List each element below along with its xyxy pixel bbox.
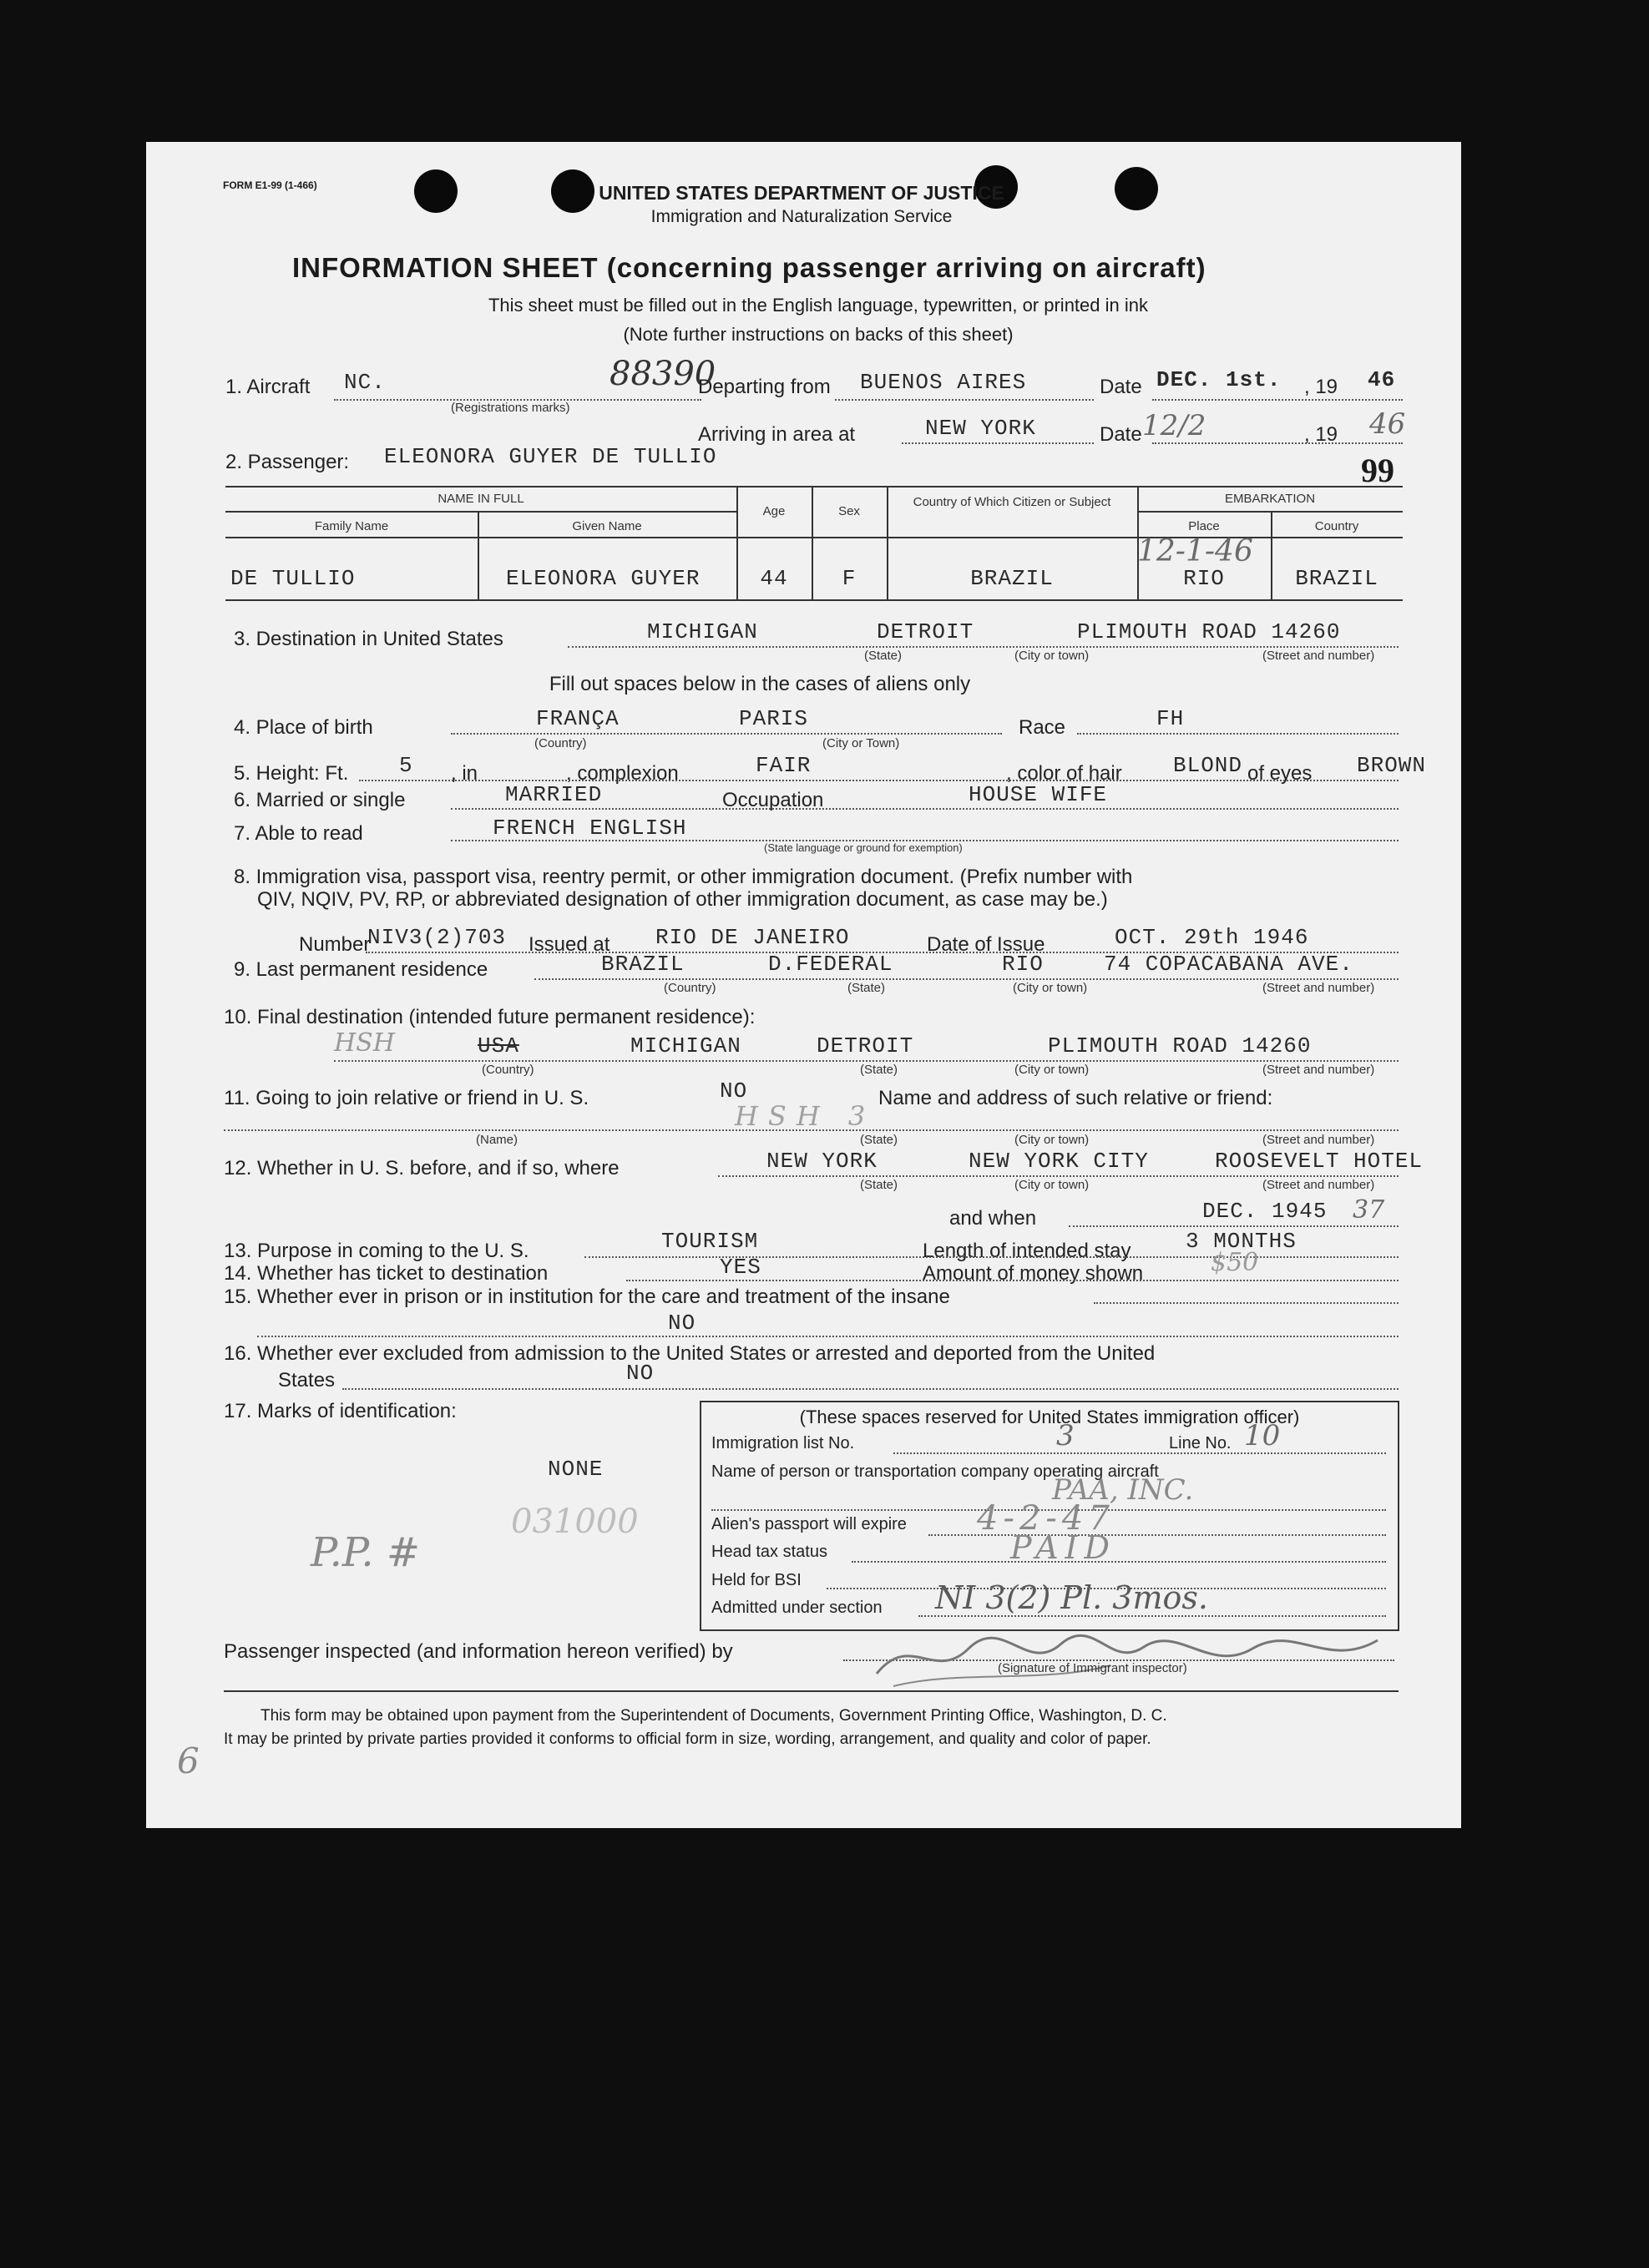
footer-rule (224, 1690, 1399, 1692)
departure-date-line (1152, 399, 1403, 401)
ticket-line (626, 1280, 1399, 1281)
prison-label: 15. Whether ever in prison or in institution for the care and treatment of the insane (224, 1286, 950, 1308)
footer-line-2: It may be printed by private parties provided it conforms to official form in size, wording, arrangement, and quality and color of paper. (224, 1730, 1151, 1748)
officer-box-title: (These spaces reserved for United States immigration officer) (799, 1407, 1300, 1427)
destination-city: DETROIT (877, 619, 974, 644)
previous-street: ROOSEVELT HOTEL (1215, 1149, 1424, 1174)
departure-year-prefix: , 19 (1304, 376, 1338, 398)
arriving-label: Arriving in area at (698, 423, 856, 446)
birth-city-caption: (City or Town) (822, 736, 900, 750)
cell-given-name: ELEONORA GUYER (506, 566, 701, 591)
line-label: Line No. (1169, 1434, 1232, 1452)
operator-label: Name of person or transportation company operating aircraft (711, 1462, 1159, 1481)
residence-state-caption: (State) (847, 981, 886, 995)
registration-caption: (Registrations marks) (451, 401, 570, 415)
visa-label-2: QIV, NQIV, PV, RP, or abbreviated designation of other immigration document, as case may be.) (257, 888, 1108, 911)
arrival-year-prefix: , 19 (1304, 423, 1338, 446)
race-value: FH (1156, 706, 1185, 731)
excluded-line (342, 1388, 1399, 1390)
table-emb-rule (1137, 511, 1403, 513)
previous-state: NEW YORK (766, 1149, 878, 1174)
sheet-number: 99 (1361, 452, 1394, 489)
table-subheader-rule (225, 511, 736, 513)
final-city-caption: (City or town) (1014, 1063, 1090, 1077)
aircraft-label: 1. Aircraft (225, 376, 311, 398)
passport-expiry: 4-2-47 (977, 1499, 1115, 1538)
arrival-date-label: Date (1100, 423, 1142, 446)
arriving-line (902, 442, 1094, 444)
join-city-caption: (City or town) (1014, 1133, 1090, 1147)
line-number: 10 (1244, 1419, 1281, 1452)
final-street-caption: (Street and number) (1262, 1063, 1375, 1077)
departing-label: Departing from (698, 376, 831, 398)
final-destination-line (334, 1060, 1399, 1062)
col-place: Place (1188, 519, 1220, 533)
footer-line-1: This form may be obtained upon payment from the Superintendent of Documents, Government Printing Office, Washington, D. C. (261, 1707, 1167, 1725)
join-name-caption: (Name) (476, 1133, 518, 1147)
table-bottom-rule (225, 599, 1403, 601)
residence-street-caption: (Street and number) (1262, 981, 1375, 995)
excluded-label-1: 16. Whether ever excluded from admission to the United States or arrested and deported from the United (224, 1342, 1156, 1365)
aircraft-prefix: NC. (344, 370, 386, 395)
final-city: DETROIT (817, 1033, 914, 1058)
section-line (918, 1615, 1386, 1617)
previous-when-note: 37 (1353, 1195, 1385, 1225)
money-label: Amount of money shown (923, 1262, 1144, 1285)
final-country-caption: (Country) (482, 1063, 534, 1077)
arrival-year: 46 (1369, 407, 1406, 441)
destination-street-caption: (Street and number) (1262, 649, 1375, 663)
previous-line (718, 1175, 1399, 1177)
instruction-line-1: This sheet must be filled out in the English language, typewritten, or printed in ink (488, 295, 1148, 316)
join-name-label: Name and address of such relative or friend: (878, 1087, 1273, 1109)
residence-country: BRAZIL (601, 952, 685, 977)
head-tax-line (852, 1561, 1386, 1563)
departure-date: DEC. 1st. (1156, 367, 1282, 392)
col-name-in-full: NAME IN FULL (438, 492, 524, 506)
col-country: Country of Which Citizen or Subject (913, 495, 1111, 509)
occupation-value: HOUSE WIFE (969, 782, 1108, 807)
join-label: 11. Going to join relative or friend in U. S. (224, 1087, 589, 1109)
height-line (359, 780, 1399, 781)
birth-city: PARIS (739, 706, 809, 731)
complexion-value: FAIR (756, 753, 812, 778)
destination-line (568, 646, 1399, 648)
final-state-caption: (State) (860, 1063, 898, 1077)
issue-date: OCT. 29th 1946 (1115, 925, 1309, 950)
cell-sex: F (842, 566, 857, 591)
residence-line (534, 978, 1399, 980)
read-caption: (State language or ground for exemption) (764, 841, 963, 854)
margin-note: 6 (177, 1740, 200, 1781)
list-number: 3 (1056, 1419, 1075, 1452)
height-inches-label: , in (451, 762, 478, 785)
departure-year: 46 (1368, 367, 1396, 392)
join-line (224, 1129, 1399, 1131)
join-street-caption: (Street and number) (1262, 1133, 1375, 1147)
purpose-line (584, 1256, 1399, 1258)
col-family-name: Family Name (314, 519, 389, 533)
height-label: 5. Height: Ft. (234, 762, 349, 785)
join-state-caption: (State) (860, 1133, 898, 1147)
signature-caption: (Signature of Immigrant inspector) (998, 1661, 1187, 1675)
aliens-note: Fill out spaces below in the cases of aliens only (549, 673, 971, 695)
destination-street: PLIMOUTH ROAD 14260 (1077, 619, 1341, 644)
read-label: 7. Able to read (234, 822, 363, 845)
ticket-value: YES (720, 1255, 761, 1280)
purpose-label: 13. Purpose in coming to the U. S. (224, 1240, 529, 1262)
col-age: Age (762, 504, 786, 518)
form-id: FORM E1-99 (1-466) (223, 179, 317, 191)
eyes-value: BROWN (1357, 753, 1427, 778)
cell-place: RIO (1183, 566, 1225, 591)
inspector-signature (860, 1624, 1394, 1690)
cell-embarkation-date: 12-1-46 (1137, 534, 1253, 568)
stay-label: Length of intended stay (923, 1240, 1131, 1262)
marital-line (451, 808, 1399, 810)
destination-city-caption: (City or town) (1014, 649, 1090, 663)
marks-label: 17. Marks of identification: (224, 1400, 457, 1422)
visa-label-1: 8. Immigration visa, passport visa, reentry permit, or other immigration document. (Prefix number with (234, 866, 1133, 888)
operator-value: PAA, INC. (1052, 1473, 1194, 1507)
occupation-label: Occupation (722, 789, 824, 811)
excluded-label-2: States (278, 1369, 336, 1392)
list-line (893, 1452, 1386, 1454)
list-label: Immigration list No. (711, 1434, 855, 1452)
join-note: HSH 3 (735, 1100, 876, 1132)
race-label: Race (1019, 716, 1066, 739)
destination-state-caption: (State) (864, 649, 903, 663)
bsi-label: Held for BSI (711, 1571, 802, 1589)
previous-when-label: and when (949, 1207, 1037, 1230)
previous-when: DEC. 1945 (1202, 1199, 1328, 1224)
residence-country-caption: (Country) (664, 981, 716, 995)
prison-line-2 (257, 1336, 1399, 1337)
residence-state: D.FEDERAL (768, 952, 893, 977)
race-line (1077, 733, 1399, 735)
previous-street-caption: (Street and number) (1262, 1178, 1375, 1192)
residence-city-caption: (City or town) (1013, 981, 1088, 995)
col-given-name: Given Name (572, 519, 642, 533)
join-value: NO (720, 1078, 748, 1104)
final-country: USA (478, 1033, 519, 1058)
hair-label: , color of hair (1006, 762, 1122, 785)
arrival-date-line (1152, 442, 1403, 444)
cell-age: 44 (760, 566, 788, 591)
passenger-label: 2. Passenger: (225, 451, 350, 473)
residence-street: 74 COPACABANA AVE. (1104, 952, 1353, 977)
section-label: Admitted under section (711, 1599, 883, 1617)
arriving-at: NEW YORK (925, 416, 1036, 441)
issue-date-label: Date of Issue (927, 933, 1045, 956)
destination-label: 3. Destination in United States (234, 628, 503, 650)
final-destination-label: 10. Final destination (intended future permanent residence): (224, 1006, 756, 1028)
complexion-label: , complexion (566, 762, 679, 785)
stay-value: 3 MONTHS (1186, 1229, 1297, 1254)
col-sex: Sex (838, 504, 860, 518)
instruction-line-2: (Note further instructions on backs of this sheet) (623, 324, 1014, 345)
previous-city: NEW YORK CITY (969, 1149, 1149, 1174)
birth-line (451, 733, 1002, 735)
section-value: NI 3(2) Pl. 3mos. (935, 1579, 1208, 1616)
prison-value: NO (668, 1311, 696, 1336)
eyes-label: of eyes (1247, 762, 1313, 785)
issued-at: RIO DE JANEIRO (655, 925, 850, 950)
issued-at-label: Issued at (529, 933, 610, 956)
table-top-rule (225, 486, 1403, 487)
birth-country: FRANÇA (536, 706, 620, 731)
punch-hole (1115, 167, 1158, 210)
form-title: INFORMATION SHEET (concerning passenger arriving on aircraft) (292, 252, 1206, 283)
cell-family-name: DE TULLIO (230, 566, 356, 591)
col-embarkation: EMBARKATION (1224, 492, 1316, 506)
final-destination-note: HSH (334, 1028, 395, 1058)
passport-note: P.P. # (311, 1529, 421, 1576)
previous-label: 12. Whether in U. S. before, and if so, where (224, 1157, 620, 1179)
final-state: MICHIGAN (630, 1033, 741, 1058)
money-value: $50 (1211, 1248, 1259, 1277)
previous-city-caption: (City or town) (1014, 1178, 1090, 1192)
department-name: UNITED STATES DEPARTMENT OF JUSTICE (599, 182, 1004, 204)
service-name: Immigration and Naturalization Service (650, 207, 953, 226)
hair-value: BLOND (1173, 753, 1243, 778)
head-tax-value: PAID (1010, 1529, 1116, 1566)
birth-country-caption: (Country) (534, 736, 587, 750)
passport-expiry-line (928, 1534, 1386, 1536)
ticket-label: 14. Whether has ticket to destination (224, 1262, 549, 1285)
passport-expiry-label: Alien's passport will expire (711, 1515, 907, 1533)
inspection-label: Passenger inspected (and information hereon verified) by (224, 1640, 733, 1663)
birth-label: 4. Place of birth (234, 716, 373, 739)
marks-value: NONE (548, 1457, 604, 1482)
residence-label: 9. Last permanent residence (234, 958, 488, 981)
previous-when-line (1069, 1225, 1399, 1227)
cell-emb-country: BRAZIL (1295, 566, 1378, 591)
residence-city: RIO (1002, 952, 1044, 977)
previous-state-caption: (State) (860, 1178, 898, 1192)
visa-number: NIV3(2)703 (367, 925, 507, 950)
marital-label: 6. Married or single (234, 789, 406, 811)
col-emb-country: Country (1314, 519, 1359, 533)
visa-number-label: Number (299, 933, 371, 956)
head-tax-label: Head tax status (711, 1543, 827, 1561)
departure-date-label: Date (1100, 376, 1142, 398)
cell-citizen-of: BRAZIL (970, 566, 1054, 591)
aircraft-number: 88390 (610, 355, 716, 393)
arrival-date: 12/2 (1142, 409, 1206, 442)
passport-number: 031000 (511, 1503, 639, 1541)
prison-line-1 (1094, 1302, 1399, 1304)
destination-state: MICHIGAN (647, 619, 758, 644)
purpose-value: TOURISM (661, 1229, 759, 1254)
excluded-value: NO (626, 1361, 655, 1386)
marital-value: MARRIED (505, 782, 603, 807)
punch-hole (414, 169, 458, 213)
final-street: PLIMOUTH ROAD 14260 (1048, 1033, 1312, 1058)
passenger-name: ELEONORA GUYER DE TULLIO (384, 444, 717, 469)
departing-from: BUENOS AIRES (860, 370, 1027, 395)
read-value: FRENCH ENGLISH (493, 816, 687, 841)
height-feet: 5 (399, 753, 413, 778)
departing-line (835, 399, 1094, 401)
